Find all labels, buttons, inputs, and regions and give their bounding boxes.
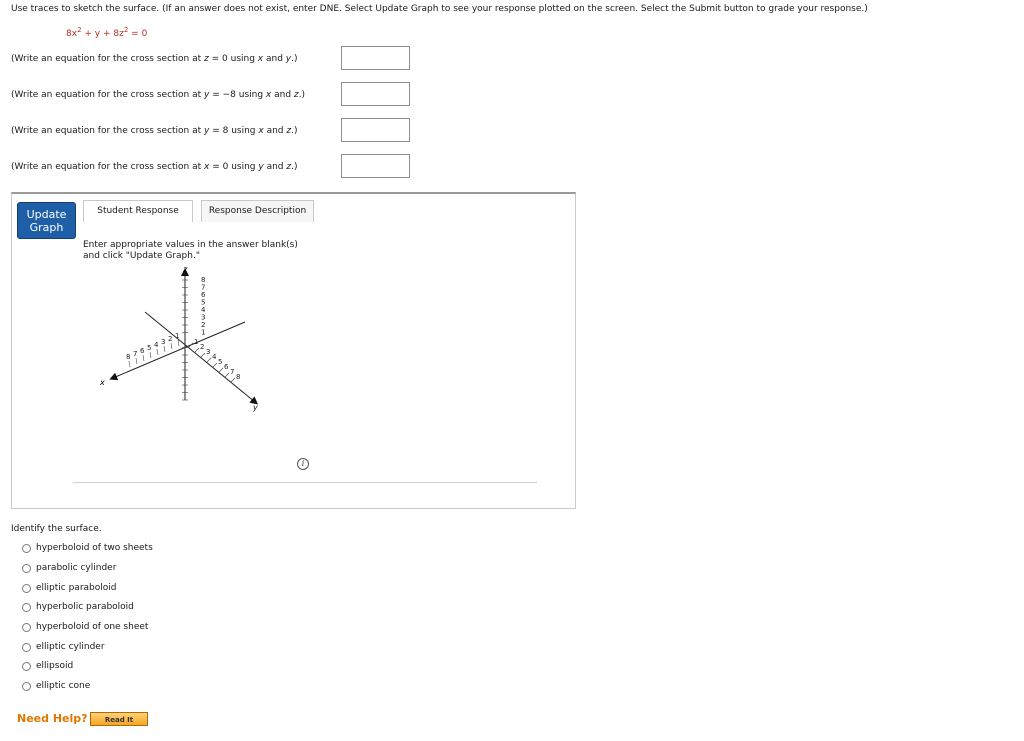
x-tick-label: 4	[154, 341, 159, 349]
x-tick	[171, 343, 172, 349]
cross-section-answer-1[interactable]	[341, 46, 410, 70]
y-tick	[195, 348, 199, 352]
z-tick-label: 1	[201, 328, 206, 337]
cross-section-prompt-1: (Write an equation for the cross section at z = 0 using x and y.)	[11, 54, 298, 64]
y-tick-label: 3	[206, 348, 211, 356]
surface-equation	[66, 26, 147, 39]
y-tick	[219, 368, 223, 372]
x-tick-label: 6	[140, 347, 145, 355]
equation-term-2: + y + 8z	[81, 29, 124, 39]
radio-button[interactable]	[22, 643, 31, 652]
x-tick-label: 3	[161, 338, 166, 346]
cross-section-prompt-2: (Write an equation for the cross section at y = −8 using x and z.)	[11, 90, 306, 100]
option-row[interactable]	[22, 619, 148, 635]
option-row[interactable]	[22, 599, 134, 615]
x-tick-label: 8	[126, 353, 131, 361]
x-tick	[129, 361, 130, 367]
z-tick-label: 6	[201, 291, 206, 299]
y-tick-label: 2	[200, 343, 205, 351]
update-graph-button[interactable]: Update Graph	[17, 202, 76, 239]
y-tick	[213, 363, 217, 367]
option-label: parabolic cylinder	[36, 563, 117, 573]
x-tick-label: 1	[175, 332, 180, 340]
option-label: elliptic cylinder	[36, 642, 105, 652]
equation-term-1: 8x	[66, 29, 78, 39]
cross-section-prompt-3: (Write an equation for the cross section at y = 8 using x and z.)	[11, 126, 298, 136]
z-tick-label: 8	[201, 276, 206, 284]
option-row[interactable]	[22, 678, 90, 694]
graph-divider	[73, 482, 537, 483]
y-tick-label: 5	[218, 358, 223, 366]
radio-button[interactable]	[22, 544, 31, 553]
option-row[interactable]	[22, 658, 73, 674]
cross-section-answer-2[interactable]	[341, 82, 410, 106]
radio-button[interactable]	[22, 584, 31, 593]
tab-student-response[interactable]: Student Response	[83, 200, 193, 222]
option-label: ellipsoid	[36, 661, 74, 671]
option-row[interactable]	[22, 639, 105, 655]
x-tick-label: 2	[168, 335, 173, 343]
z-tick-label: 5	[201, 298, 206, 307]
equation-exp-1: 2	[77, 26, 82, 34]
cross-section-answer-4[interactable]	[341, 154, 410, 178]
z-tick-label: 3	[201, 313, 206, 322]
x-tick-label: 7	[133, 350, 138, 358]
instructions-text: Use traces to sketch the surface. (If an answer does not exist, enter DNE. Select Update Graph to see your response plotted on the screen. Select the Submit button to grade your response.)	[11, 4, 868, 14]
y-tick-label: 8	[236, 373, 241, 381]
radio-button[interactable]	[22, 564, 31, 573]
graph-message-line-1: Enter appropriate values in the answer blank(s)	[83, 240, 298, 250]
option-label: elliptic cone	[36, 681, 91, 691]
y-tick	[231, 378, 235, 382]
y-tick-label: 7	[230, 368, 235, 376]
equation-term-3: = 0	[128, 29, 148, 39]
graph-message-line-2: and click "Update Graph."	[83, 251, 200, 261]
radio-button[interactable]	[22, 662, 31, 671]
option-row[interactable]	[22, 540, 153, 556]
option-label: hyperboloid of two sheets	[36, 543, 153, 553]
y-tick-label: 4	[212, 353, 217, 361]
x-tick	[178, 340, 179, 346]
equation-exp-2: 2	[123, 26, 129, 34]
need-help-label: Need Help?	[17, 712, 88, 725]
x-tick	[150, 352, 151, 358]
x-axis-label: x	[100, 378, 105, 387]
radio-button[interactable]	[22, 682, 31, 691]
y-tick-label: 6	[224, 363, 229, 371]
y-tick	[225, 373, 229, 377]
x-tick	[157, 349, 158, 355]
radio-button[interactable]	[22, 623, 31, 632]
graph-message	[83, 240, 313, 262]
z-tick-label: 7	[201, 283, 206, 292]
x-tick	[143, 355, 144, 361]
option-label: hyperbolic paraboloid	[36, 602, 134, 612]
x-tick	[136, 358, 137, 364]
x-tick	[164, 346, 165, 352]
option-label: elliptic paraboloid	[36, 583, 117, 593]
y-tick	[207, 358, 211, 362]
z-tick-label: 4	[201, 306, 206, 314]
z-axis-label: z	[183, 265, 188, 274]
radio-button[interactable]	[22, 603, 31, 612]
cross-section-answer-3[interactable]	[341, 118, 410, 142]
tab-response-description[interactable]: Response Description	[201, 200, 314, 222]
read-it-button[interactable]: Read It	[90, 712, 148, 726]
option-row[interactable]	[22, 560, 116, 576]
y-tick-label: 1	[194, 338, 199, 346]
info-icon[interactable]: i	[297, 458, 309, 470]
y-tick	[201, 353, 205, 357]
x-tick-label: 5	[147, 344, 152, 352]
option-label: hyperboloid of one sheet	[36, 622, 149, 632]
option-row[interactable]	[22, 580, 116, 596]
identify-question: Identify the surface.	[11, 524, 102, 534]
y-axis-label: y	[253, 403, 258, 412]
cross-section-prompt-4: (Write an equation for the cross section at x = 0 using y and z.)	[11, 162, 298, 172]
3d-axes-graph	[95, 260, 275, 420]
z-tick-label: 2	[201, 321, 206, 329]
